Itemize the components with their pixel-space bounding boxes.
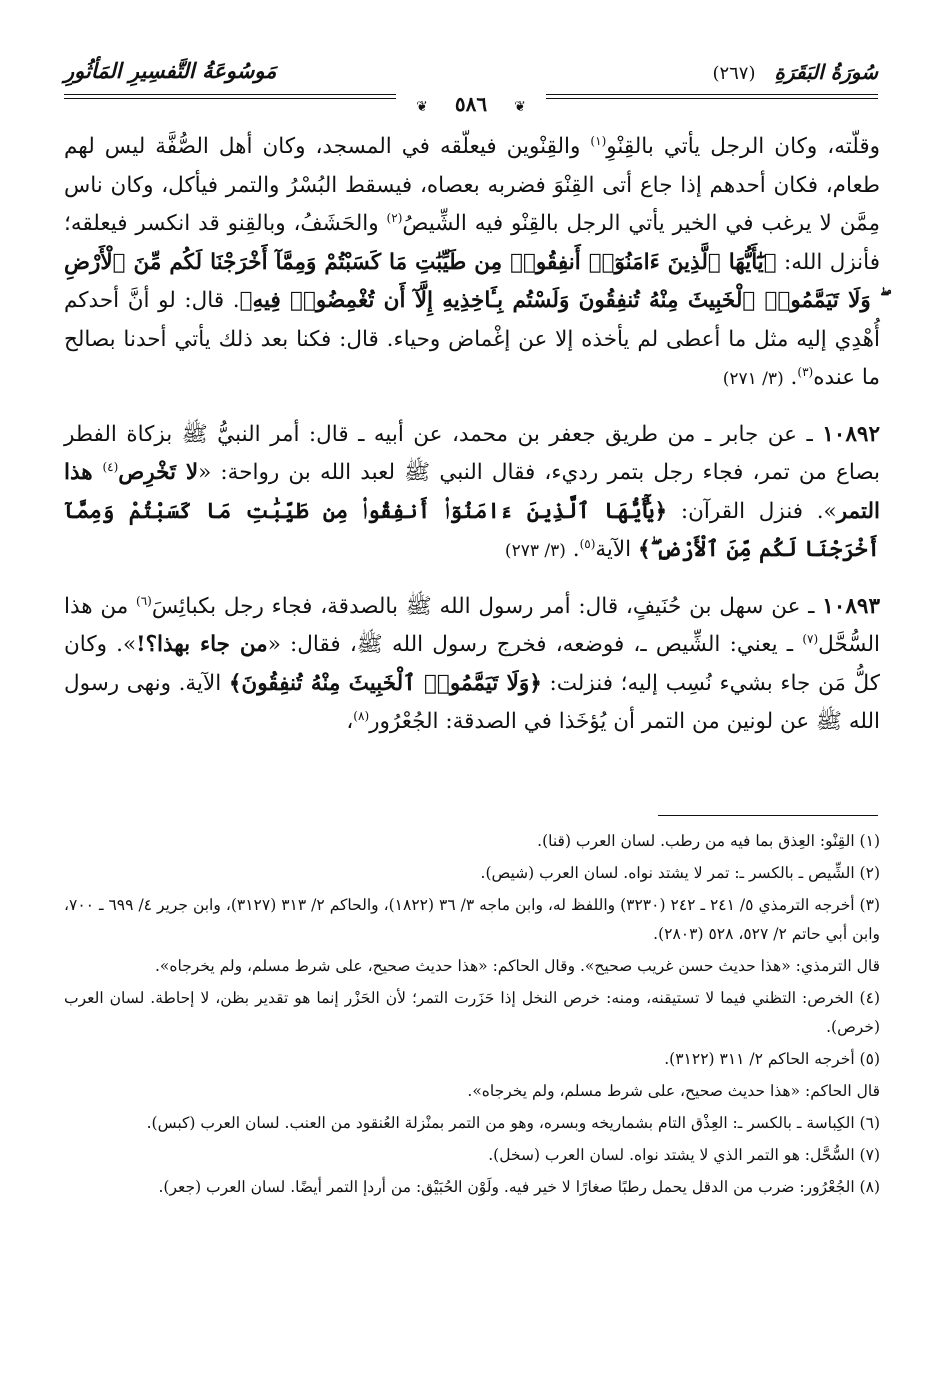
text-run: الآية. ونهى رسول الله ﷺ عن لونين من التمر أن يُؤخَذا في الصدقة: الجُعْرُور <box>64 670 880 734</box>
quran-verse: ﴿يَٰٓأَيُّهَا ٱلَّذِينَ ءَامَنُوٓا۟ أَنفِقُوا۟ مِن طَيِّبَٰتِ مَا كَسَبْتُمْ وَمِمَّآ أَخْرَجْنَا لَكُم مِّنَ ٱلْأَرْضِ ۖ وَلَا تَيَمَّمُوا۟ ٱلْخَبِيثَ مِنْهُ تُنفِقُونَ وَلَسْتُم بِـَٔاخِذِيهِ إِلَّآ أَن تُغْمِضُوا۟ فِيهِ﴾ <box>64 249 880 313</box>
paragraph <box>64 128 880 399</box>
text-run: ». وكان كلُّ مَن جاء بشيء نُسِب إليه؛ فنزلت: <box>64 632 880 696</box>
ornament-icon: ❦ <box>504 99 536 115</box>
text-run: والحَشَفُ، وبالقِنو قد انكسر فيعلقه؛ فأنزل الله: <box>64 211 880 275</box>
volume-page-ref: (٣/ ٢٧١) <box>722 369 784 389</box>
paragraph <box>64 416 880 571</box>
text-run: ـ يعني: الشِّيص ـ، فوضعه، فخرج رسول الله ﷺ، فقال: « <box>267 632 803 657</box>
text-run: ـ عن سهل بن حُنَيفٍ، قال: أمر رسول الله ﷺ بالصدقة، فجاء رجل بكبائِسَ <box>151 593 823 619</box>
footnote-marker: (٧) <box>802 631 819 646</box>
footnote-separator <box>658 815 878 816</box>
running-head-surah <box>712 60 878 84</box>
hadith-number: ١٠٨٩٢ <box>822 421 880 447</box>
text-run: الآية <box>595 537 638 562</box>
text-run: من هذا السُّحَّل <box>64 593 881 657</box>
page-number-box <box>64 92 878 116</box>
text-run: ، <box>346 709 354 734</box>
footnote-marker: (٦) <box>136 593 152 608</box>
hadith-number: ١٠٨٩٣ <box>822 593 880 619</box>
verse-reference: (٢٦٧) <box>712 63 756 84</box>
footnote: (٦) الكِباسة ـ بالكسر ـ: العِذْق التام بشماريخه وبسره، وهو من التمر بمنْزلة العُنقود من العنب. لسان العرب (كبس). <box>146 1114 880 1132</box>
page-header <box>64 52 878 116</box>
footnote: (٤) الخرص: التظني فيما لا تستيقنه، ومنه: خرص النخل إذا حَزَرت التمر؛ لأن الحَزْر إنما هو تقدير بظن، لا إحاطة. لسان العرب (خرص). <box>64 989 880 1036</box>
footnote: قال الترمذي: «هذا حديث حسن غريب صحيح». وقال الحاكم: «هذا حديث صحيح، على شرط مسلم، ولم يخرجاه». <box>154 957 880 975</box>
text-run: . قال: لو أنَّ أحدكم أُهْدِي إليه مثل ما أعطى لم يأخذه إلا عن إغْماض وحياء. قال: فكنا بعد ذلك يأتي أحدنا بصالح ما عنده <box>64 288 880 390</box>
footnote: (٥) أخرجه الحاكم ٢/ ٣١١ (٣١٢٢). <box>664 1050 880 1068</box>
prophetic-saying: لا تَخْرِص <box>118 460 199 485</box>
footnote-marker: (١) <box>590 133 607 148</box>
volume-page-ref: (٣/ ٢٧٣) <box>504 541 566 561</box>
text-run: . <box>790 365 798 390</box>
surah-name: سُورَةُ البَقَرَةِ <box>774 60 878 84</box>
footnotes <box>64 827 880 1205</box>
footnote: (٢) الشِّيص ـ بالكسر ـ: تمر لا يشتد نواه. لسان العرب (شيص). <box>480 864 880 882</box>
footnote: (٣) أخرجه الترمذي ٥/ ٢٤١ ـ ٢٤٢ (٣٢٣٠) واللفظ له، وابن ماجه ٣/ ٣٦ (١٨٢٢)، والحاكم ٢/ ٣١٣ (٣١٢٧)، وابن جرير ٤/ ٦٩٩ ـ ٧٠٠، وابن أبي حاتم ٢/ ٥٢٧، ٥٢٨ (٢٨٠٣). <box>64 896 880 943</box>
text-run: وقلّته، وكان الرجل يأتي بالقِنْوِ <box>606 134 881 159</box>
quran-verse: ﴿يَٰٓأَيُّهَا ٱلَّذِينَ ءَامَنُوٓا۟ أَنفِقُوا۟ مِن طَيِّبَٰتِ مَا كَسَبْتُمْ وَمِمَّآ أَخْرَجْنَا لَكُم مِّنَ ٱلْأَرْضِ ۖ﴾ <box>64 498 880 562</box>
text-run: . <box>572 537 580 562</box>
text-run: والقِنْوين فيعلّقه في المسجد، وكان أهل الصُّفَّة ليس لهم طعام، فكان أحدهم إذا جاع أتى القِنْوَ فضربه بعصاه، فيسقط البُسْرُ والتمر فيأكل، وكان ناس مِمَّن لا يرغب في الخير يأتي الرجل بالقِنْو فيه الشِّيصُ <box>64 134 881 236</box>
prophetic-saying: من جاء بهذا؟! <box>136 632 268 657</box>
ornament-icon: ❦ <box>406 99 438 115</box>
text-run: ـ عن جابر ـ من طريق جعفر بن محمد، عن أبيه ـ قال: أمر النبيُّ ﷺ بزكاة الفطر بصاع من تمر، فجاء رجل بتمر رديء، فقال النبي ﷺ لعبد الله بن رواحة: « <box>64 421 881 485</box>
footnote-marker: (٥) <box>579 536 596 551</box>
footnote-marker: (٢) <box>386 210 403 225</box>
footnote-marker: (٤) <box>102 459 119 474</box>
quran-verse: ﴿وَلَا تَيَمَّمُوا۟ ٱلْخَبِيثَ مِنْهُ تُنفِقُونَ﴾ <box>228 670 542 696</box>
footnote: قال الحاكم: «هذا حديث صحيح، على شرط مسلم، ولم يخرجاه». <box>467 1082 880 1100</box>
text-run: ». فنزل القرآن: <box>667 498 837 524</box>
footnote: (١) القِنْو: العِذق بما فيه من رطب. لسان العرب (قنا). <box>537 832 880 850</box>
main-text <box>64 128 880 742</box>
footnote-marker: (٣) <box>797 364 814 379</box>
prophetic-saying: هذا التمر <box>64 460 880 524</box>
page-number: ٥٨٦ <box>445 92 497 116</box>
paragraph <box>64 588 880 742</box>
footnote: (٨) الجُعْرُور: ضرب من الدقل يحمل رطبًا صغارًا لا خير فيه. ولَوْن الحُبَيْق: من أردإ التمر أيضًا. لسان العرب (جعر). <box>158 1178 880 1196</box>
running-head-book-title: مَوسُوعَةُ التَّفسِيرِ المَأثُورِ <box>64 58 277 83</box>
footnote: (٧) السُّحَّل: هو التمر الذي لا يشتد نواه. لسان العرب (سخل). <box>488 1146 880 1164</box>
footnote-marker: (٨) <box>353 708 370 723</box>
